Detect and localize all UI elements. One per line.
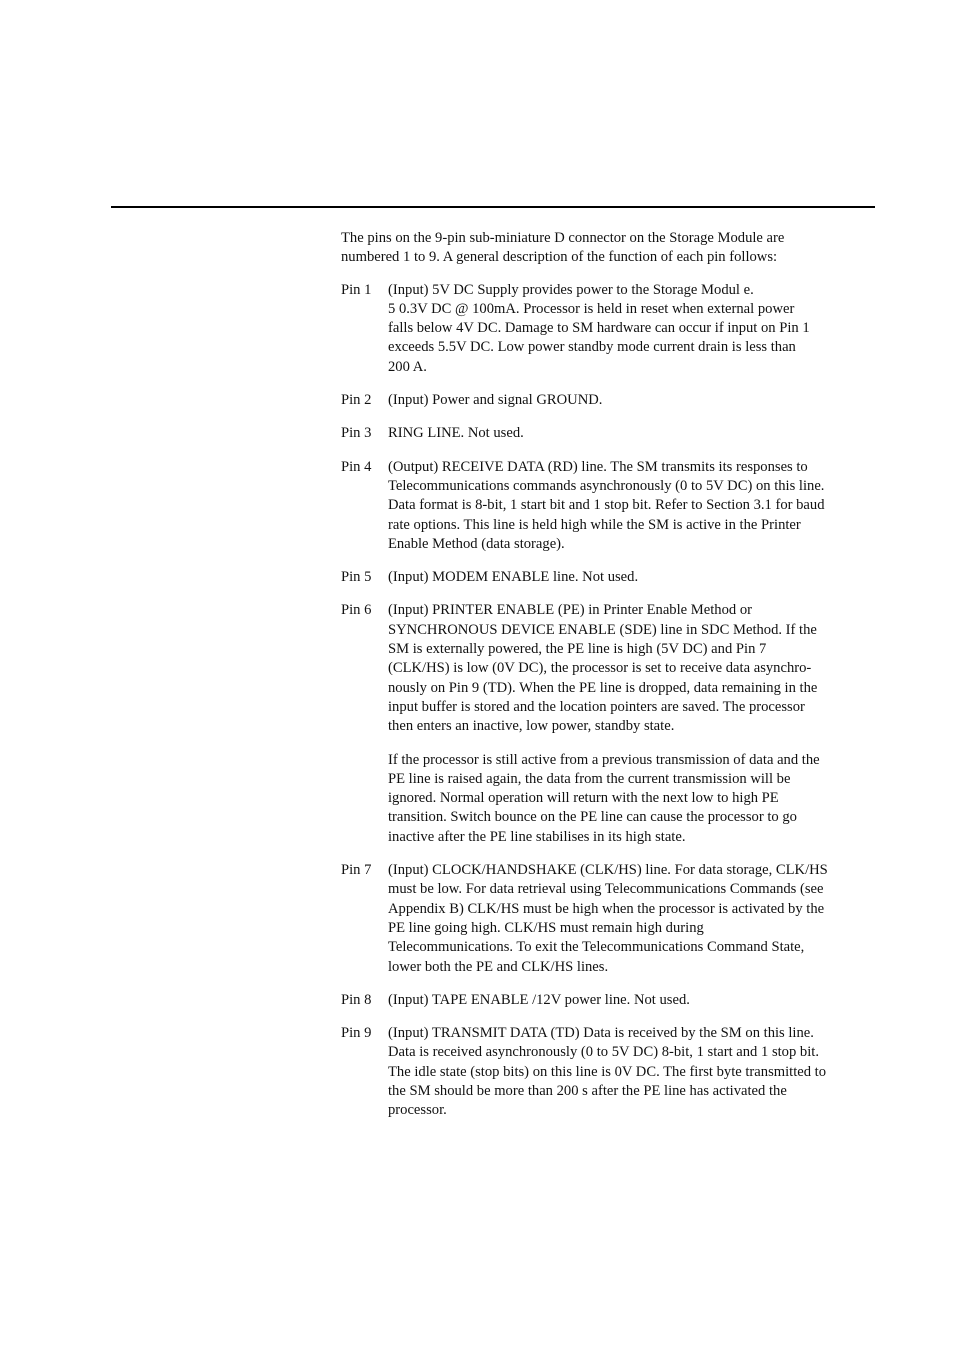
pin-text-line: Data is received asynchronously (0 to 5V DC) 8-bit, 1 start and 1 stop bit.	[388, 1044, 819, 1061]
pin-text-line: RING LINE. Not used.	[388, 425, 524, 442]
pin-text-line: SM is externally powered, the PE line is high (5V DC) and Pin 7	[388, 641, 767, 658]
pin-description	[388, 1024, 875, 1120]
pin-text-line: the SM should be more than 200 s after the PE line has activated the	[388, 1082, 787, 1099]
pin-paragraph	[388, 391, 875, 410]
pin-text-line: Appendix B) CLK/HS must be high when the processor is activated by the	[388, 900, 825, 917]
pin-text-line: inactive after the PE line stabilises in its high state.	[388, 828, 686, 845]
pin-description	[388, 568, 875, 587]
header-rule	[111, 206, 875, 208]
pin-paragraph	[388, 281, 875, 377]
pin-text-line: transition. Switch bounce on the PE line can cause the processor to go	[388, 809, 797, 826]
pin-entry	[341, 1024, 875, 1120]
pin-text-line: (Input) Power and signal GROUND.	[388, 392, 603, 409]
pin-label: Pin 8	[341, 991, 372, 1008]
pin-text-line: Telecommunications. To exit the Telecommunications Command State,	[388, 939, 805, 956]
pin-label: Pin 9	[341, 1025, 372, 1042]
pin-text-line: Data format is 8-bit, 1 start bit and 1 stop bit. Refer to Section 3.1 for baud	[388, 497, 825, 514]
pin-entry	[341, 424, 875, 443]
pin-description	[388, 281, 875, 377]
pin-text-line: (Input) TAPE ENABLE /12V power line. Not used.	[388, 991, 690, 1008]
pin-text-line: exceeds 5.5V DC. Low power standby mode current drain is less than	[388, 339, 796, 356]
pin-description	[388, 861, 875, 977]
pin-text-line: PE line going high. CLK/HS must remain high during	[388, 919, 704, 936]
pin-text-line: falls below 4V DC. Damage to SM hardware can occur if input on Pin 1	[388, 320, 810, 337]
pin-label: Pin 4	[341, 458, 372, 475]
pin-description	[388, 391, 875, 410]
intro-line: numbered 1 to 9. A general description of the function of each pin follows:	[341, 249, 778, 266]
pin-paragraph	[388, 424, 875, 443]
pin-paragraph	[388, 568, 875, 587]
document-body	[341, 229, 875, 1135]
intro-line: The pins on the 9-pin sub-miniature D connector on the Storage Module are	[341, 230, 785, 246]
pin-entry	[341, 568, 875, 587]
pin-entry	[341, 861, 875, 977]
pin-text-line: (Output) RECEIVE DATA (RD) line. The SM transmits its responses to	[388, 458, 808, 475]
pin-description	[388, 601, 875, 847]
pin-text-line: (Input) PRINTER ENABLE (PE) in Printer Enable Method or	[388, 602, 752, 619]
pin-text-line: Telecommunications commands asynchronously (0 to 5V DC) on this line.	[388, 477, 825, 494]
pin-label: Pin 1	[341, 281, 372, 298]
pin-list	[341, 281, 875, 1121]
pin-text-line: nously on Pin 9 (TD). When the PE line is dropped, data remaining in the	[388, 679, 818, 696]
pin-description	[388, 991, 875, 1010]
pin-entry	[341, 281, 875, 377]
pin-description	[388, 424, 875, 443]
pin-paragraph	[388, 601, 875, 736]
pin-entry	[341, 458, 875, 554]
pin-text-line: 5 0.3V DC @ 100mA. Processor is held in reset when external power	[388, 300, 795, 317]
pin-text-line: lower both the PE and CLK/HS lines.	[388, 958, 609, 975]
pin-entry	[341, 391, 875, 410]
pin-text-line: PE line is raised again, the data from the current transmission will be	[388, 770, 791, 787]
pin-label: Pin 5	[341, 569, 372, 586]
pin-text-line: (Input) TRANSMIT DATA (TD) Data is received by the SM on this line.	[388, 1025, 814, 1042]
pin-text-line: Enable Method (data storage).	[388, 535, 565, 552]
pin-text-line: If the processor is still active from a previous transmission of data and the	[388, 751, 820, 768]
pin-label: Pin 2	[341, 392, 372, 409]
pin-paragraph	[388, 991, 875, 1010]
pin-text-line: rate options. This line is held high while the SM is active in the Printer	[388, 516, 801, 533]
pin-entry	[341, 991, 875, 1010]
pin-text-line: (Input) MODEM ENABLE line. Not used.	[388, 569, 639, 586]
pin-label: Pin 3	[341, 425, 372, 442]
intro-paragraph	[341, 229, 875, 268]
pin-text-line: 200 A.	[388, 358, 427, 375]
pin-paragraph	[388, 1024, 875, 1120]
pin-paragraph	[388, 751, 875, 847]
pin-label: Pin 6	[341, 602, 372, 619]
pin-description	[388, 458, 875, 554]
pin-entry	[341, 601, 875, 847]
pin-text-line: input buffer is stored and the location pointers are saved. The processor	[388, 698, 805, 715]
pin-text-line: (CLK/HS) is low (0V DC), the processor is set to receive data asynchro-	[388, 660, 812, 677]
pin-text-line: (Input) CLOCK/HANDSHAKE (CLK/HS) line. For data storage, CLK/HS	[388, 862, 828, 879]
pin-label: Pin 7	[341, 862, 372, 879]
pin-text-line: The idle state (stop bits) on this line is 0V DC. The first byte transmitted to	[388, 1063, 827, 1080]
pin-paragraph	[388, 458, 875, 554]
pin-text-line: then enters an inactive, low power, standby state.	[388, 718, 675, 735]
pin-paragraph	[388, 861, 875, 977]
pin-text-line: processor.	[388, 1102, 447, 1119]
pin-text-line: ignored. Normal operation will return with the next low to high PE	[388, 790, 779, 807]
pin-text-line: must be low. For data retrieval using Telecommunications Commands (see	[388, 881, 824, 898]
pin-text-line: (Input) 5V DC Supply provides power to the Storage Modul e.	[388, 281, 754, 298]
pin-text-line: SYNCHRONOUS DEVICE ENABLE (SDE) line in SDC Method. If the	[388, 621, 817, 638]
